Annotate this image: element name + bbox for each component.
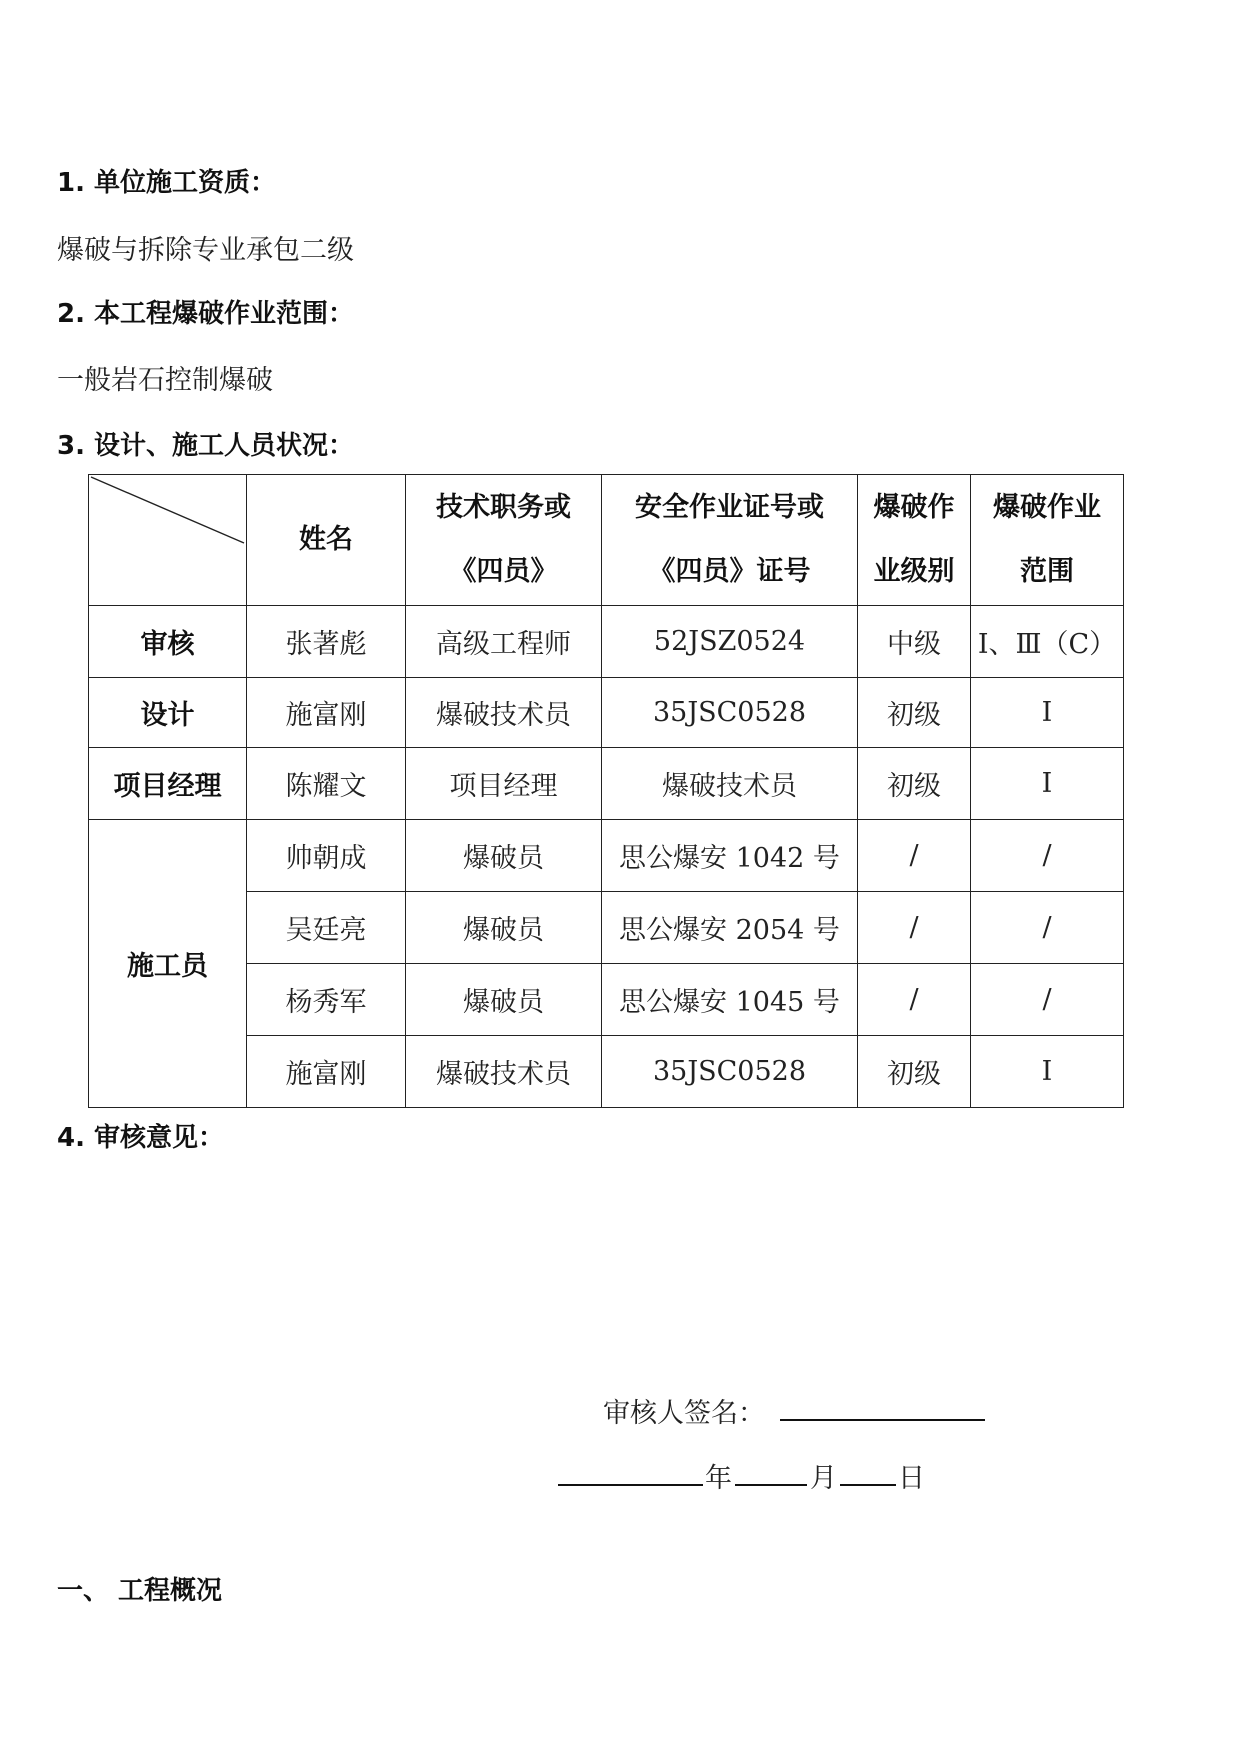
cell-name: 张著彪 [247, 606, 406, 678]
year-label: 年 [705, 1463, 732, 1494]
cell-name: 吴廷亮 [247, 892, 406, 964]
cell-cert: 思公爆安 1045 号 [602, 964, 858, 1036]
project-overview-heading: 一、 工程概况 [57, 1576, 223, 1606]
section-4-heading: 4. 审核意见： [57, 1123, 225, 1153]
cell-cert: 爆破技术员 [602, 748, 858, 820]
cell-scope: Ⅰ、Ⅲ（C） [971, 606, 1124, 678]
cell-title: 爆破技术员 [406, 678, 602, 748]
cell-name: 陈耀文 [247, 748, 406, 820]
section-2-heading: 2. 本工程爆破作业范围： [57, 299, 355, 329]
staff-table [88, 474, 1124, 1108]
cell-cert: 52JSZ0524 [602, 606, 858, 678]
cell-cert: 思公爆安 1042 号 [602, 820, 858, 892]
header-level: 爆破作 业级别 [858, 475, 971, 606]
cell-title: 高级工程师 [406, 606, 602, 678]
cell-name: 施富刚 [247, 1036, 406, 1108]
year-blank-line[interactable] [558, 1484, 703, 1486]
cell-name: 施富刚 [247, 678, 406, 748]
role-review: 审核 [89, 606, 247, 678]
cell-level: 初级 [858, 678, 971, 748]
cell-scope: / [971, 820, 1124, 892]
month-label: 月 [810, 1463, 837, 1494]
table-row [89, 606, 1124, 678]
table-row [89, 820, 1124, 892]
header-diagonal-cell [89, 475, 247, 606]
cell-cert: 35JSC0528 [602, 678, 858, 748]
day-label: 日 [898, 1463, 925, 1494]
section-3-heading: 3. 设计、施工人员状况： [57, 431, 355, 461]
role-workers: 施工员 [89, 820, 247, 1108]
cell-level: / [858, 964, 971, 1036]
cell-title: 爆破员 [406, 892, 602, 964]
cell-title: 爆破员 [406, 820, 602, 892]
diagonal-line [89, 475, 246, 605]
header-scope: 爆破作业 范围 [971, 475, 1124, 606]
cell-level: 初级 [858, 1036, 971, 1108]
cell-scope: / [971, 892, 1124, 964]
reviewer-signature-label: 审核人签名： [603, 1398, 765, 1429]
month-blank-line[interactable] [735, 1484, 807, 1486]
construction-qualification-text: 爆破与拆除专业承包二级 [57, 235, 354, 266]
cell-title: 爆破技术员 [406, 1036, 602, 1108]
cell-scope: Ⅰ [971, 678, 1124, 748]
cell-level: / [858, 820, 971, 892]
cell-name: 杨秀军 [247, 964, 406, 1036]
cell-level: 初级 [858, 748, 971, 820]
signature-line[interactable] [780, 1419, 985, 1421]
section-1-heading: 1. 单位施工资质： [57, 168, 277, 198]
blasting-scope-text: 一般岩石控制爆破 [57, 365, 273, 396]
header-cert: 安全作业证号或 《四员》证号 [602, 475, 858, 606]
header-name: 姓名 [247, 475, 406, 606]
cell-name: 帅朝成 [247, 820, 406, 892]
cell-scope: Ⅰ [971, 748, 1124, 820]
cell-cert: 35JSC0528 [602, 1036, 858, 1108]
table-header-row [89, 475, 1124, 606]
table-row [89, 748, 1124, 820]
role-design: 设计 [89, 678, 247, 748]
cell-scope: Ⅰ [971, 1036, 1124, 1108]
cell-title: 爆破员 [406, 964, 602, 1036]
table-row [89, 678, 1124, 748]
cell-scope: / [971, 964, 1124, 1036]
cell-level: 中级 [858, 606, 971, 678]
cell-cert: 思公爆安 2054 号 [602, 892, 858, 964]
role-manager: 项目经理 [89, 748, 247, 820]
cell-level: / [858, 892, 971, 964]
cell-title: 项目经理 [406, 748, 602, 820]
header-title: 技术职务或 《四员》 [406, 475, 602, 606]
day-blank-line[interactable] [840, 1484, 896, 1486]
